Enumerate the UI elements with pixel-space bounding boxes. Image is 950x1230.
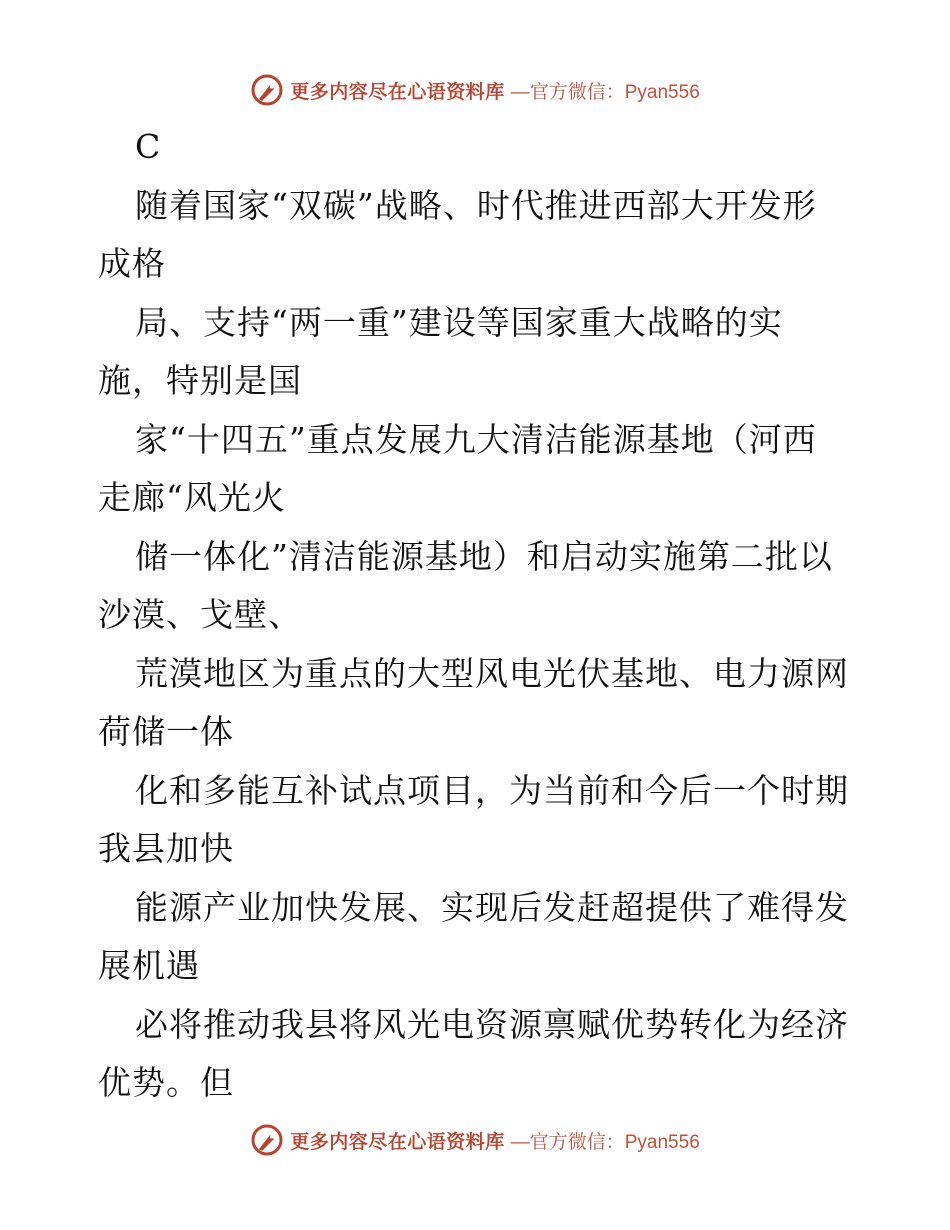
banner-wechat-text: —官方微信：Pyan556 — [510, 81, 700, 103]
body-line: 优势。但 — [98, 1063, 234, 1102]
body-line: 必将推动我县将风光电资源禀赋优势转化为经济 — [135, 1004, 849, 1044]
body-line: 随着国家“双碳”战略、时代推进西部大开发形 — [135, 185, 817, 225]
banner-wechat-text: —官方微信：Pyan556 — [510, 1131, 700, 1153]
body-line: 家“十四五”重点发展九大清洁能源基地（河西 — [135, 419, 817, 459]
pen-nib-logo-icon — [250, 1123, 284, 1157]
body-line: 展机遇 — [98, 946, 200, 985]
body-line: 施，特别是国 — [98, 361, 302, 400]
body-line: 化和多能互补试点项目，为当前和今后一个时期 — [135, 770, 849, 810]
body-line: 沙漠、戈壁、 — [98, 595, 302, 634]
header-watermark-banner — [0, 70, 950, 110]
document-body — [98, 118, 858, 1113]
footer-watermark-banner — [0, 1120, 950, 1160]
body-line: 能源产业加快发展、实现后发赶超提供了难得发 — [135, 887, 849, 927]
banner-main-text: 更多内容尽在心语资料库 — [290, 1130, 505, 1153]
body-line: C — [135, 127, 162, 166]
body-line: 我县加快 — [98, 829, 234, 868]
banner-main-text: 更多内容尽在心语资料库 — [290, 80, 505, 103]
body-line: 荒漠地区为重点的大型风电光伏基地、电力源网 — [135, 653, 849, 693]
body-line: 储一体化”清洁能源基地）和启动实施第二批以 — [135, 536, 833, 576]
body-line: 成格 — [98, 244, 166, 283]
body-line: 局、支持“两一重”建设等国家重大战略的实 — [135, 302, 783, 342]
pen-nib-logo-icon — [250, 73, 284, 107]
body-line: 荷储一体 — [98, 712, 234, 751]
body-line: 走廊“风光火 — [98, 478, 286, 517]
